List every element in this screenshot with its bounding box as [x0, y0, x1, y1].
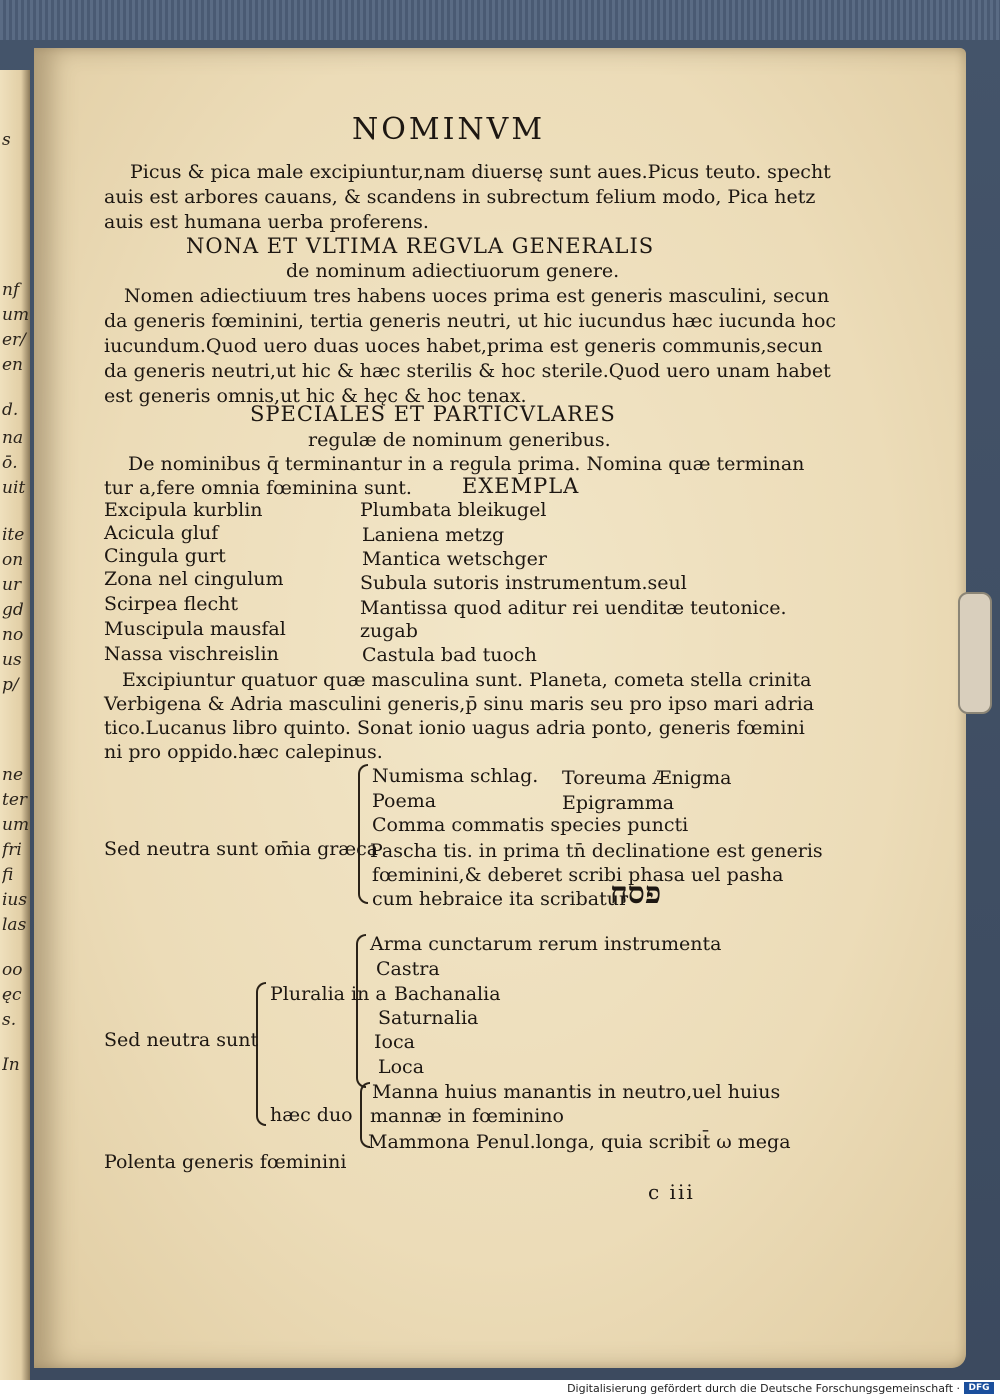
left-fragment: d.	[2, 400, 19, 420]
example-left: Zona nel cingulum	[104, 568, 284, 590]
left-fragment: fi	[2, 865, 14, 885]
pluralia-item: Saturnalia	[378, 1007, 479, 1029]
left-fragment: um	[2, 815, 30, 835]
example-left: Cingula gurt	[104, 545, 226, 567]
page-clip	[958, 592, 992, 714]
graeca-item: Epigramma	[562, 792, 675, 814]
rule-line: est generis omnis,ut hic & hęc & hoc tenax.	[104, 385, 527, 407]
rule-line: iucundum.Quod uero duas uoces habet,prima est generis communis,secun	[104, 335, 823, 357]
rule-line: da generis fœminini, tertia generis neutri, ut hic iucundus hæc iucunda hoc	[104, 310, 837, 332]
left-fragment: er/	[2, 330, 26, 350]
pluralia-item: Ioca	[374, 1031, 415, 1053]
left-fragment: oo	[2, 960, 23, 980]
manna-line: Mammona Penul.longa, quia scribit̄ ω mega	[368, 1131, 791, 1153]
example-left: Acicula gluf	[104, 522, 219, 544]
signature-mark: c iii	[648, 1180, 695, 1204]
example-right: Subula sutoris instrumentum.seul	[360, 572, 687, 594]
exception-line: Excipiuntur quatuor quæ masculina sunt. Planeta, cometa stella crinita	[122, 669, 812, 691]
arma-line: Castra	[376, 958, 440, 980]
graeca-item: Poema	[372, 790, 437, 812]
left-fragment: en	[2, 355, 24, 375]
exempla-label: EXEMPLA	[462, 474, 580, 498]
exception-line: Verbigena & Adria masculini generis,p̄ sinu maris seu pro ipso mari adria	[104, 693, 815, 715]
left-fragment: us	[2, 650, 22, 670]
special-subheading: regulæ de nominum generibus.	[308, 429, 611, 451]
pluralia-label: Pluralia in a	[270, 983, 387, 1005]
example-right: Mantissa quod aditur rei uenditæ teutonice.	[360, 597, 787, 619]
example-right: Castula bad tuoch	[362, 644, 537, 666]
left-fragment: ur	[2, 575, 22, 595]
left-fragment: ō.	[2, 453, 18, 473]
left-fragment: s.	[2, 1010, 17, 1030]
left-fragment: ite	[2, 525, 25, 545]
left-fragment: ter	[2, 790, 28, 810]
left-fragment: um	[2, 305, 30, 325]
example-right: Laniena metzg	[362, 524, 505, 546]
left-fragment: fri	[2, 840, 22, 860]
rule-subheading: de nominum adiectiuorum genere.	[286, 260, 620, 282]
arma-brace	[356, 934, 366, 1088]
arma-line: Arma cunctarum rerum instrumenta	[370, 933, 722, 955]
example-left: Nassa vischreislin	[104, 643, 279, 665]
graeca-item: Toreuma Ænigma	[562, 767, 732, 789]
pluralia-item: Bachanalia	[394, 983, 501, 1005]
page-heading: NOMINVM	[352, 112, 546, 147]
example-left: Scirpea flecht	[104, 593, 239, 615]
graeca-label: Sed neutra sunt om̄ia græca	[104, 838, 379, 860]
dfg-logo: DFG	[964, 1382, 994, 1394]
intro-line: Picus & pica male excipiuntur,nam diuersę sunt aues.Picus teuto. specht	[130, 161, 831, 183]
manna-line: mannæ in fœminino	[370, 1105, 564, 1127]
left-page-fragments	[2, 70, 30, 1380]
graeca-item: cum hebraice ita scribatur	[372, 888, 629, 910]
example-right: Plumbata bleikugel	[360, 499, 547, 521]
left-fragment: In	[2, 1055, 20, 1075]
special-line: De nominibus q̄ terminantur in a regula prima. Nomina quæ terminan	[128, 453, 805, 475]
left-fragment: las	[2, 915, 27, 935]
left-fragment: ne	[2, 765, 24, 785]
haec-duo-label: hæc duo	[270, 1104, 353, 1126]
left-fragment: on	[2, 550, 24, 570]
left-page-edge	[0, 70, 30, 1380]
intro-line: auis est arbores cauans, & scandens in subrectum felium modo, Pica hetz	[104, 186, 816, 208]
special-heading: SPECIALES ET PARTICVLARES	[250, 402, 616, 426]
footer-text: Digitalisierung gefördert durch die Deutsche Forschungsgemeinschaft ·	[567, 1382, 960, 1395]
example-left: Muscipula mausfal	[104, 618, 286, 640]
graeca-item: Pascha tis. in prima tn̄ declinatione est generis	[370, 840, 823, 862]
footer-bar	[0, 1380, 1000, 1397]
special-line: tur a,fere omnia fœminina sunt.	[104, 477, 412, 499]
pluralia-item: Loca	[378, 1056, 425, 1078]
graeca-item: Numisma schlag.	[372, 765, 539, 787]
left-fragment: na	[2, 428, 24, 448]
graeca-item: fœminini,& deberet scribi phasa uel pasha	[372, 864, 784, 886]
book-cover-edge	[0, 0, 1000, 40]
left-fragment: ęc	[2, 985, 22, 1005]
example-right: Mantica wetschger	[362, 548, 547, 570]
pluralia-brace	[256, 982, 266, 1126]
left-fragment: gd	[2, 600, 24, 620]
graeca-item: Comma commatis species puncti	[372, 814, 689, 836]
hebrew-word: פסח	[610, 876, 662, 911]
left-fragment: p/	[2, 675, 19, 695]
intro-line: auis est humana uerba proferens.	[104, 211, 429, 233]
exception-line: tico.Lucanus libro quinto. Sonat ionio uagus adria ponto, generis fœmini	[104, 717, 805, 739]
graeca-brace	[358, 764, 368, 904]
left-fragment: nf	[2, 280, 20, 300]
left-fragment: no	[2, 625, 24, 645]
polenta-line: Polenta generis fœminini	[104, 1151, 347, 1173]
left-fragment: s	[2, 130, 11, 150]
manna-line: Manna huius manantis in neutro,uel huius	[372, 1081, 781, 1103]
rule-line: Nomen adiectiuum tres habens uoces prima est generis masculini, secun	[124, 285, 830, 307]
left-fragment: uit	[2, 478, 26, 498]
example-left: Excipula kurblin	[104, 499, 263, 521]
rule-line: da generis neutri,ut hic & hæc sterilis & hoc sterile.Quod uero unam habet	[104, 360, 831, 382]
left-fragment: ius	[2, 890, 28, 910]
rule-heading: NONA ET VLTIMA REGVLA GENERALIS	[186, 234, 655, 258]
exception-line: ni pro oppido.hæc calepinus.	[104, 741, 383, 763]
pluralia-outer-label: Sed neutra sunt	[104, 1029, 259, 1051]
example-right: zugab	[360, 620, 418, 642]
